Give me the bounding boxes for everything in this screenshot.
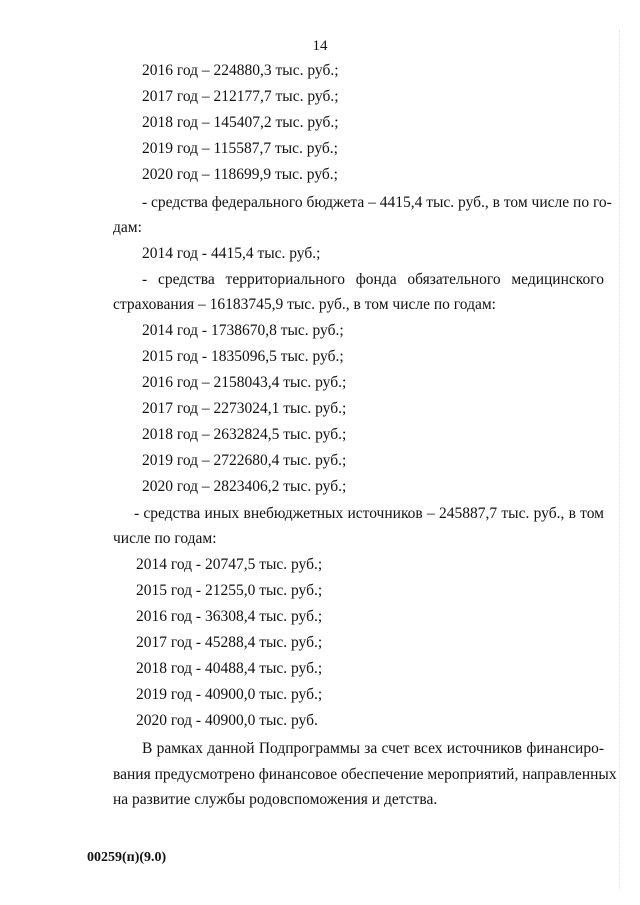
- text-line: В рамках данной Подпрограммы за счет всех источников финансиро-: [142, 740, 604, 757]
- text-line: 2014 год - 4415,4 тыс. руб.;: [142, 245, 321, 262]
- text-line: 2015 год - 1835096,5 тыс. руб.;: [142, 348, 344, 365]
- text-line: - средства иных внебюджетных источников – 245887,7 тыс. руб., в том: [134, 505, 604, 522]
- text-line: 2020 год - 40900,0 тыс. руб.: [136, 712, 318, 729]
- text-line: 2019 год - 40900,0 тыс. руб.;: [136, 686, 323, 703]
- text-line: 2017 год - 45288,4 тыс. руб.;: [136, 634, 323, 651]
- text-line: 2018 год – 2632824,5 тыс. руб.;: [142, 426, 347, 443]
- text-line: 2015 год - 21255,0 тыс. руб.;: [136, 582, 323, 599]
- text-line: 2014 год - 20747,5 тыс. руб.;: [136, 556, 323, 573]
- text-line: дам:: [113, 219, 142, 236]
- text-line: 2018 год - 40488,4 тыс. руб.;: [136, 660, 323, 677]
- text-line: 2019 год – 2722680,4 тыс. руб.;: [142, 452, 347, 469]
- text-line: - средства территориального фонда обязательного медицинского: [142, 271, 604, 288]
- text-line: 2017 год – 212177,7 тыс. руб.;: [142, 88, 339, 105]
- text-line: 2014 год - 1738670,8 тыс. руб.;: [142, 322, 344, 339]
- text-line: 2016 год – 2158043,4 тыс. руб.;: [142, 374, 347, 391]
- text-line: 2016 год – 224880,3 тыс. руб.;: [142, 62, 339, 79]
- text-line: 2017 год – 2273024,1 тыс. руб.;: [142, 400, 347, 417]
- text-line: 2018 год – 145407,2 тыс. руб.;: [142, 114, 339, 131]
- text-line: вания предусмотрено финансовое обеспечение мероприятий, направленных: [113, 766, 617, 783]
- footer-code: 00259(п)(9.0): [87, 850, 167, 865]
- text-line: - средства федерального бюджета – 4415,4 тыс. руб., в том числе по го-: [142, 194, 612, 211]
- text-line: страхования – 16183745,9 тыс. руб., в том числе по годам:: [113, 296, 496, 313]
- text-line: на развитие службы родовспоможения и детства.: [113, 791, 438, 808]
- text-line: числе по годам:: [113, 530, 217, 547]
- text-line: 2020 год – 2823406,2 тыс. руб.;: [142, 478, 347, 495]
- page-number: 14: [312, 38, 328, 54]
- text-line: 2016 год - 36308,4 тыс. руб.;: [136, 608, 323, 625]
- scan-edge-marks: [618, 30, 620, 890]
- text-line: 2019 год – 115587,7 тыс. руб.;: [142, 140, 338, 157]
- text-line: 2020 год – 118699,9 тыс. руб.;: [142, 166, 338, 183]
